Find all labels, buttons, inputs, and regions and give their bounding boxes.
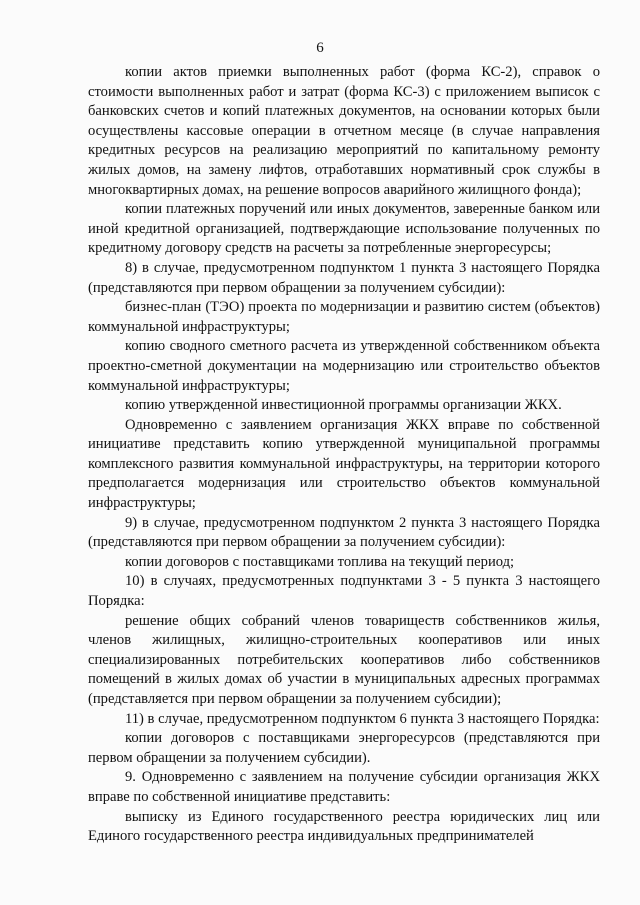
- paragraph-estimate-copy: копию сводного сметного расчета из утвержденной собственником объекта проектно-сметной документации на модернизацию или строительство объектов коммунальной инфраструктуры;: [88, 338, 600, 394]
- paragraph-general-meeting: решение общих собраний членов товариществ собственников жилья, членов жилищных, жилищно-строительных кооперативов или иных специализированных потребительских кооперативов либо собственников помещений в жилых домах об участии в муниципальных адресных программах (представляется при первом обращении за получением субсидии);: [88, 612, 600, 707]
- paragraph-registry-extract: выписку из Единого государственного реестра юридических лиц или Единого государственного реестра индивидуальных предпринимателей: [88, 808, 600, 845]
- document-body: [88, 63, 600, 847]
- paragraph-energy-contracts: копии договоров с поставщиками энергоресурсов (представляются при первом обращении за получением субсидии).: [88, 730, 600, 766]
- paragraph-investment-program: копию утвержденной инвестиционной программы организации ЖКХ.: [125, 397, 562, 414]
- paragraph-municipal-program: Одновременно с заявлением организация ЖКХ вправе по собственной инициативе представить копию утвержденной муниципальной программы комплексного развития коммунальной инфраструктуры, на территории которого предполагается модернизация или строительство объектов коммунальной инфраструктуры;: [88, 416, 600, 512]
- paragraph-business-plan: бизнес-план (ТЭО) проекта по модернизации и развитию систем (объектов) коммунальной инфраструктуры;: [88, 299, 600, 335]
- paragraph-item-11: 11) в случае, предусмотренном подпунктом 6 пункта 3 настоящего Порядка:: [125, 710, 600, 727]
- paragraph-ks2-copies: копии актов приемки выполненных работ (форма КС-2), справок о стоимости выполненных работ и затрат (форма КС-3) с приложением выписок с банковских счетов и копий платежных документов, на основании которых были осуществлены кассовые операции в отчетном месяце (в случае направления кредитных ресурсов на реализацию мероприятий по капитальному ремонту жилых домов, на замену лифтов, отработавших нормативный срок службы в многоквартирных домах, на решение вопросов аварийного жилищного фонда);: [88, 64, 600, 198]
- paragraph-section-9: 9. Одновременно с заявлением на получение субсидии организация ЖКХ вправе по собственной инициативе представить:: [88, 769, 600, 805]
- paragraph-item-8: 8) в случае, предусмотренном подпунктом 1 пункта 3 настоящего Порядка (представляются при первом обращении за получением субсидии):: [88, 259, 600, 296]
- paragraph-item-9: 9) в случае, предусмотренном подпунктом 2 пункта 3 настоящего Порядка (представляются при первом обращении за получением субсидии):: [88, 514, 600, 551]
- paragraph-payment-orders: копии платежных поручений или иных документов, заверенные банком или иной кредитной организацией, подтверждающие использование полученных по кредитному договору средств на расчеты за потребленные энергоресурсы;: [88, 201, 600, 257]
- paragraph-fuel-contracts: копии договоров с поставщиками топлива на текущий период;: [125, 553, 515, 570]
- page-number: 6: [316, 40, 324, 56]
- paragraph-item-10: 10) в случаях, предусмотренных подпунктами 3 - 5 пункта 3 настоящего Порядка:: [88, 573, 600, 610]
